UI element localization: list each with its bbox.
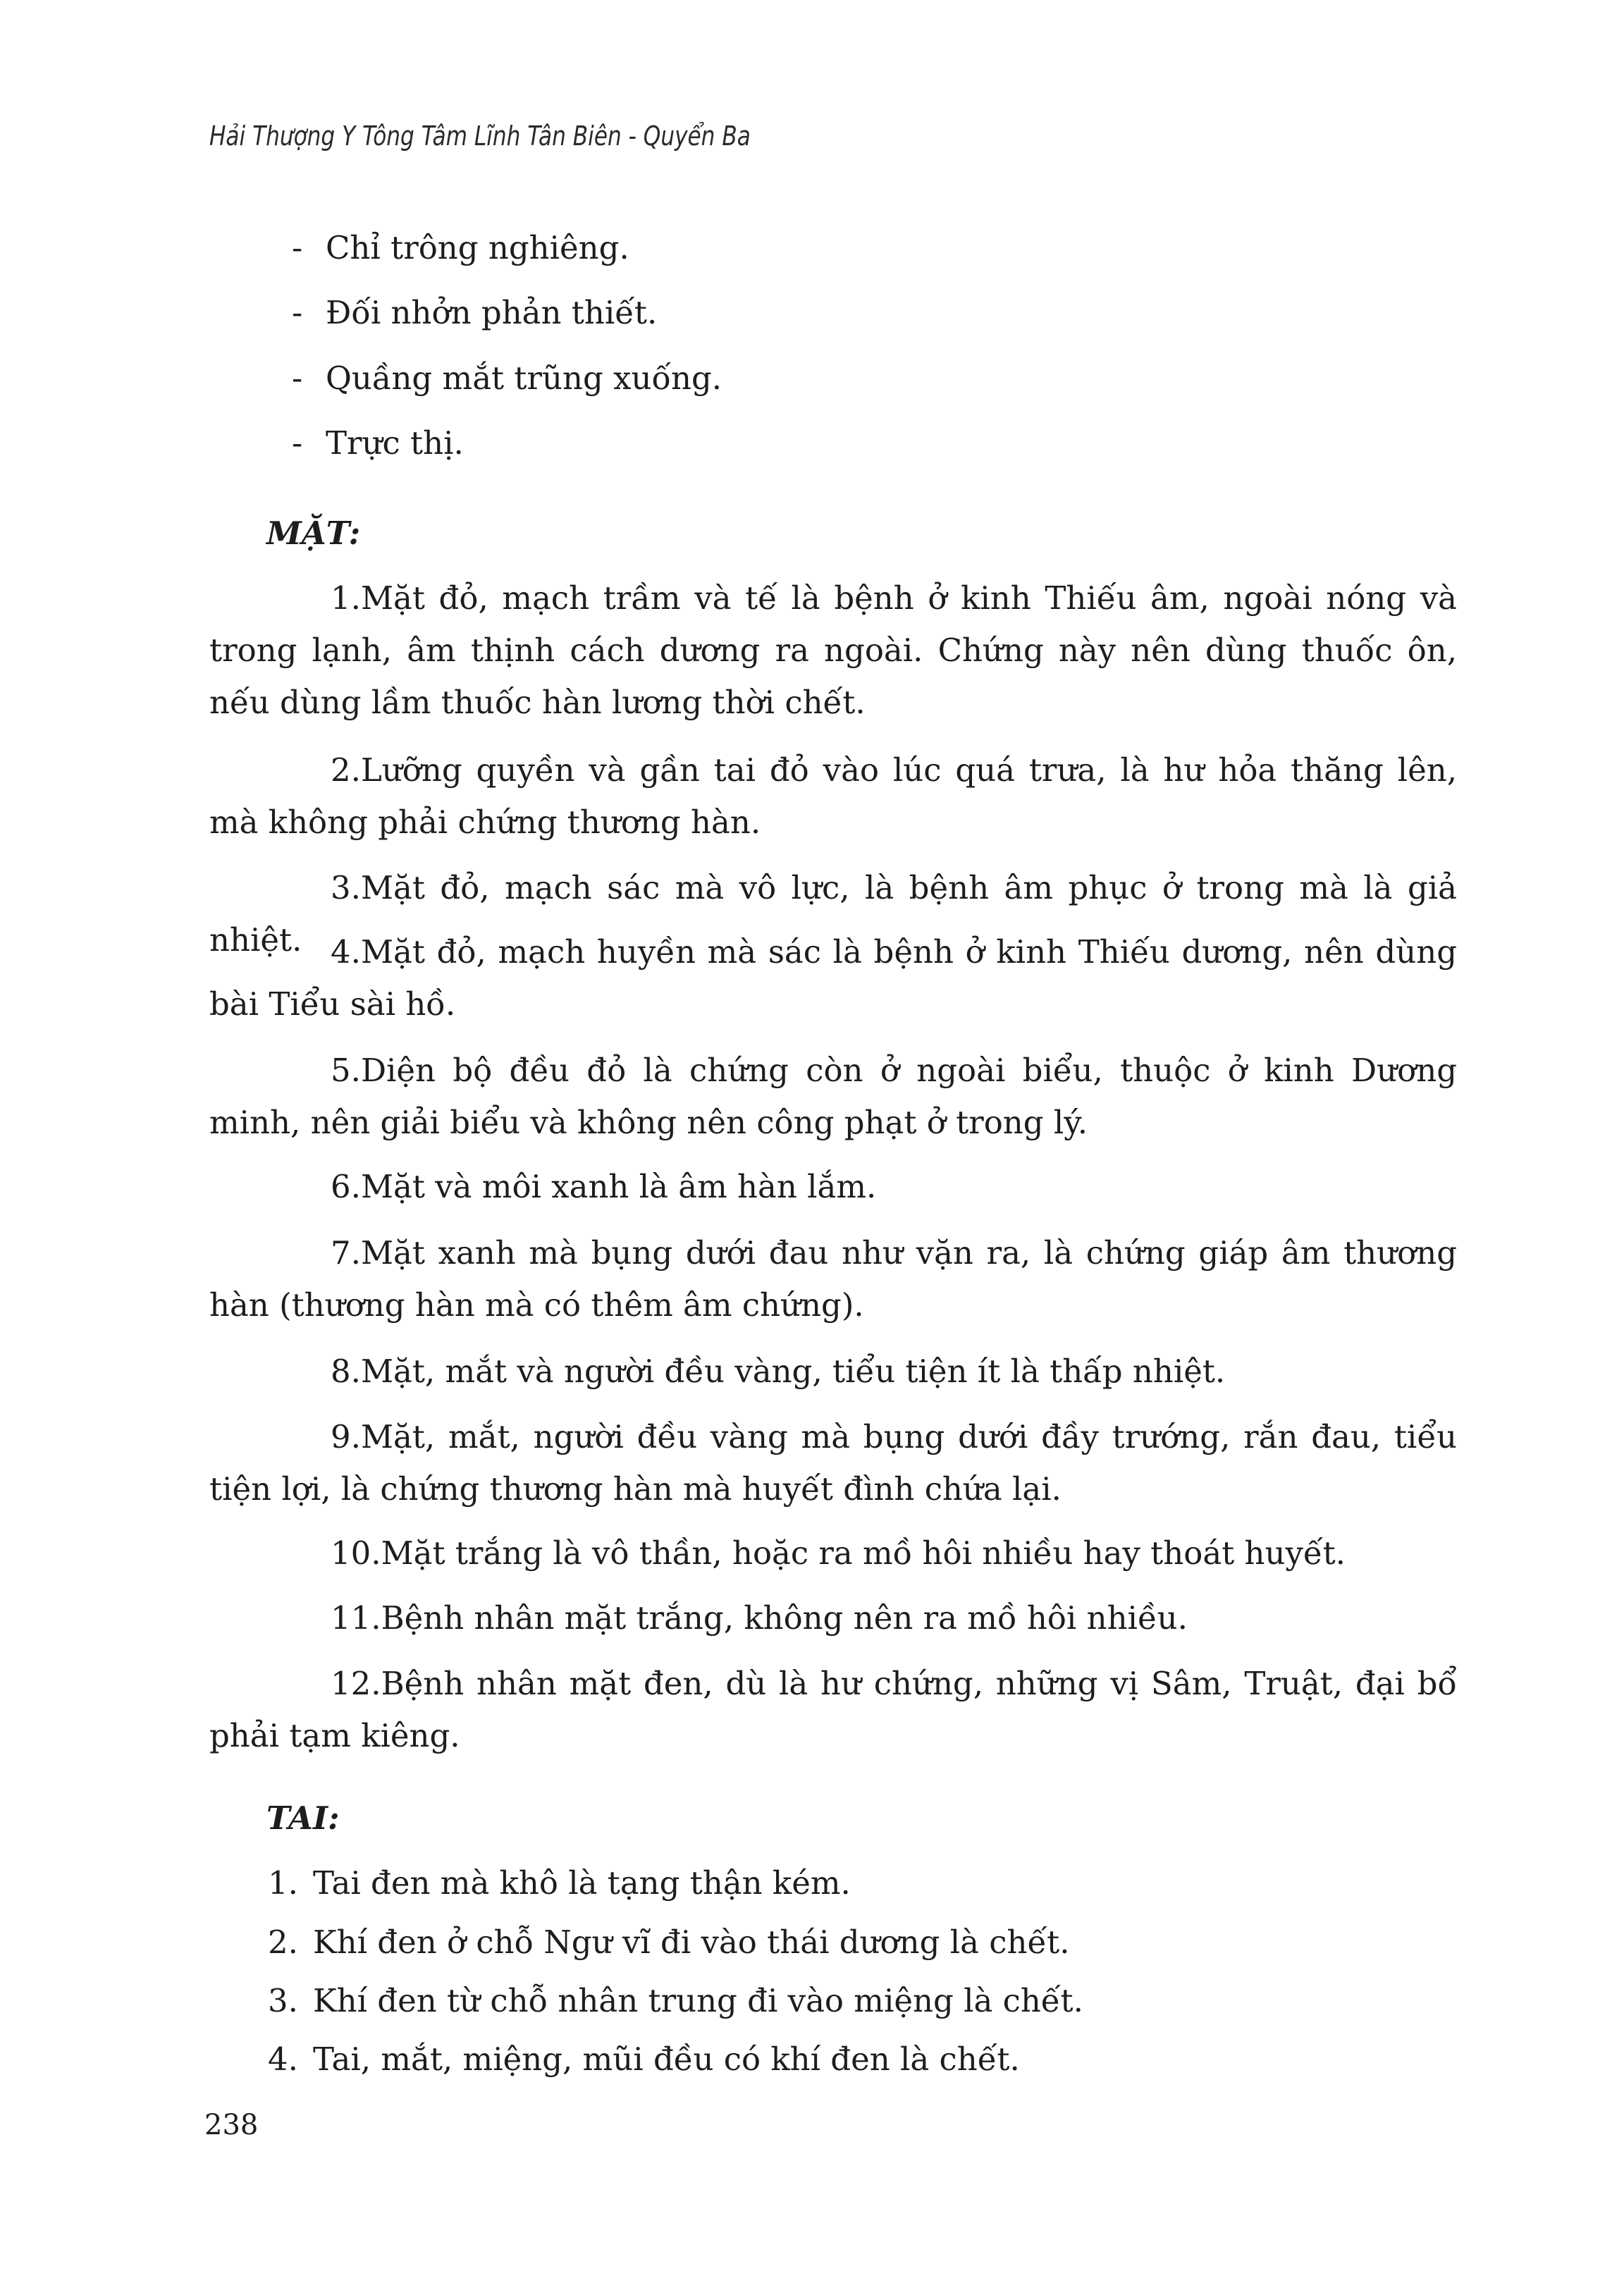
numbered-paragraph bbox=[209, 572, 1457, 729]
item-text: Khí đen từ chỗ nhân trung đi vào miệng là chết. bbox=[313, 1982, 1083, 2019]
tai-list-item bbox=[268, 2038, 1020, 2081]
item-number: 1. bbox=[331, 579, 361, 617]
item-number: 8. bbox=[331, 1353, 361, 1390]
item-number: 10. bbox=[331, 1534, 381, 1572]
numbered-paragraph bbox=[209, 744, 1457, 849]
bullet-text: Chỉ trông nghiêng. bbox=[326, 229, 629, 266]
numbered-paragraph bbox=[209, 1527, 1457, 1580]
item-text: Mặt trắng là vô thần, hoặc ra mồ hôi nhiều hay thoát huyết. bbox=[381, 1534, 1346, 1572]
item-text: Lưỡng quyền và gần tai đỏ vào lúc quá trưa, là hư hỏa thăng lên, mà không phải chứng thương hàn. bbox=[209, 751, 1457, 841]
item-text: Mặt và môi xanh là âm hàn lắm. bbox=[360, 1168, 877, 1205]
tai-list-item bbox=[268, 1862, 851, 1904]
item-text: Khí đen ở chỗ Ngư vĩ đi vào thái dương là chết. bbox=[313, 1923, 1070, 1961]
bullet-item bbox=[292, 227, 629, 269]
item-text: Mặt đỏ, mạch sác mà vô lực, là bệnh âm phục ở trong mà là giả nhiệt. bbox=[209, 869, 1457, 959]
item-number: 2. bbox=[268, 1923, 298, 1961]
item-number: 2. bbox=[331, 751, 361, 789]
item-number: 3. bbox=[268, 1982, 298, 2019]
item-number: 4. bbox=[331, 933, 361, 971]
bullet-text: Quầng mắt trũng xuống. bbox=[326, 359, 722, 397]
numbered-paragraph bbox=[209, 1411, 1457, 1515]
bullet-text: Đối nhởn phản thiết. bbox=[326, 294, 658, 331]
item-text: Bệnh nhân mặt trắng, không nên ra mồ hôi nhiều. bbox=[381, 1599, 1188, 1637]
section-heading-mat: MẶT: bbox=[266, 515, 361, 552]
item-number: 9. bbox=[331, 1418, 361, 1455]
item-text: Mặt đỏ, mạch huyền mà sác là bệnh ở kinh Thiếu dương, nên dùng bài Tiểu sài hồ. bbox=[209, 933, 1457, 1023]
dash-marker: - bbox=[292, 294, 303, 331]
numbered-paragraph bbox=[209, 1658, 1457, 1762]
bullet-item bbox=[292, 422, 464, 464]
bullet-item bbox=[292, 292, 657, 334]
numbered-paragraph bbox=[209, 1346, 1457, 1398]
item-text: Bệnh nhân mặt đen, dù là hư chứng, những vị Sâm, Truật, đại bổ phải tạm kiêng. bbox=[209, 1665, 1457, 1754]
numbered-paragraph bbox=[209, 1227, 1457, 1331]
item-number: 1. bbox=[268, 1864, 298, 1902]
item-text: Mặt, mắt, người đều vàng mà bụng dưới đầy trướng, rắn đau, tiểu tiện lợi, là chứng thương hàn mà huyết đình chứa lại. bbox=[209, 1418, 1457, 1508]
numbered-paragraph bbox=[209, 1045, 1457, 1149]
tai-list-item bbox=[268, 1980, 1083, 2022]
item-text: Tai đen mà khô là tạng thận kém. bbox=[313, 1864, 851, 1902]
tai-list-item bbox=[268, 1921, 1070, 1964]
numbered-paragraph bbox=[209, 1592, 1457, 1644]
item-number: 5. bbox=[331, 1052, 361, 1089]
item-number: 6. bbox=[331, 1168, 361, 1205]
item-text: Mặt, mắt và người đều vàng, tiểu tiện ít là thấp nhiệt. bbox=[360, 1353, 1226, 1390]
item-text: Mặt xanh mà bụng dưới đau như vặn ra, là chứng giáp âm thương hàn (thương hàn mà có thêm âm chứng). bbox=[209, 1234, 1457, 1324]
item-number: 11. bbox=[331, 1599, 381, 1637]
item-number: 12. bbox=[331, 1665, 381, 1702]
section-heading-tai: TAI: bbox=[266, 1799, 340, 1837]
dash-marker: - bbox=[292, 229, 303, 266]
numbered-paragraph bbox=[209, 1161, 1457, 1213]
running-header: Hải Thượng Y Tông Tâm Lĩnh Tân Biên - Quyển Ba bbox=[209, 121, 751, 152]
dash-marker: - bbox=[292, 359, 303, 397]
page-number: 238 bbox=[204, 2109, 259, 2141]
item-text: Tai, mắt, miệng, mũi đều có khí đen là chết. bbox=[313, 2040, 1020, 2078]
item-text: Diện bộ đều đỏ là chứng còn ở ngoài biểu, thuộc ở kinh Dương minh, nên giải biểu và không nên công phạt ở trong lý. bbox=[209, 1052, 1457, 1141]
item-text: Mặt đỏ, mạch trầm và tế là bệnh ở kinh Thiếu âm, ngoài nóng và trong lạnh, âm thịnh cách dương ra ngoài. Chứng này nên dùng thuốc ôn, nếu dùng lầm thuốc hàn lương thời chết. bbox=[209, 579, 1457, 721]
bullet-text: Trực thị. bbox=[326, 424, 464, 462]
item-number: 7. bbox=[331, 1234, 361, 1272]
item-number: 4. bbox=[268, 2040, 298, 2078]
dash-marker: - bbox=[292, 424, 303, 462]
numbered-paragraph bbox=[209, 926, 1457, 1030]
item-number: 3. bbox=[331, 869, 361, 906]
bullet-item bbox=[292, 357, 722, 400]
